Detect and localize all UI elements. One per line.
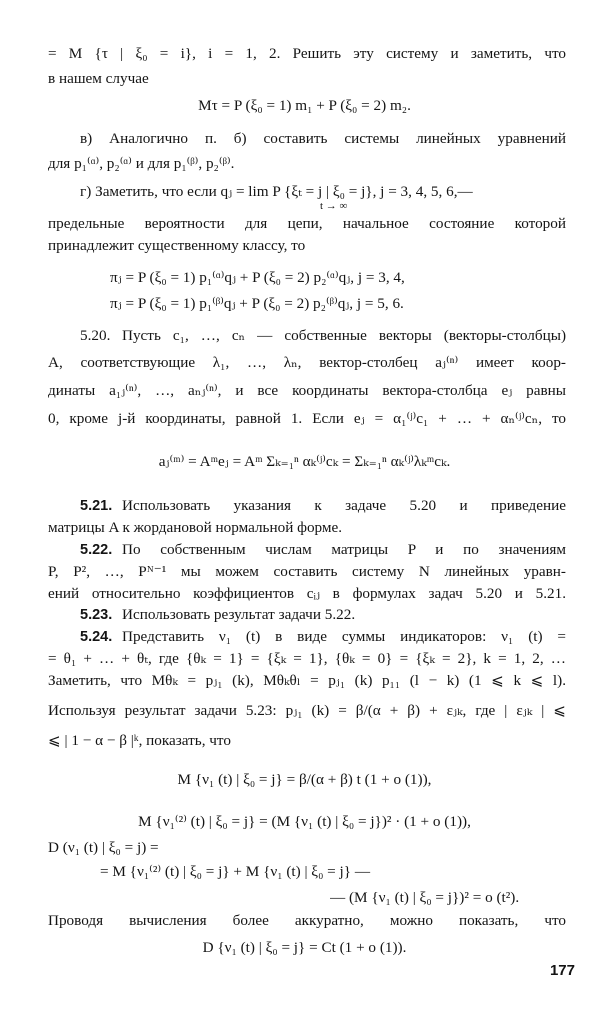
text-line: Используя результат задачи 5.23: pⱼ₁ (k) = β/(α + β) + εⱼₖ, где | εⱼₖ | ⩽ [48, 702, 566, 719]
text-line: для p₁⁽ᵅ⁾, p₂⁽ᵅ⁾ и для p₁⁽ᵝ⁾, p₂⁽ᵝ⁾. [48, 155, 235, 172]
text-line: в) Аналогично п. б) составить системы линейных уравнений [80, 130, 566, 147]
formula-line: M {ν₁⁽²⁾ (t) | ξ₀ = j} = (M {ν₁ (t) | ξ₀ = j})² · (1 + o (1)), [138, 813, 471, 830]
text-line: г) Заметить, что если qⱼ = lim P {ξₜ = j | ξ₀ = j}, j = 3, 4, 5, 6,— [80, 183, 473, 200]
text-line: = θ₁ + … + θₜ, где {θₖ = 1} = {ξₖ = 1}, {θₖ = 0} = {ξₖ = 2}, k = 1, 2, … [48, 650, 566, 667]
problem-number: 5.20. [80, 327, 111, 344]
text-line: ⩽ | 1 − α − β |ᵏ, показать, что [48, 732, 231, 749]
text-line: Заметить, что Mθₖ = pⱼ₁ (k), Mθₖθₗ = pⱼ₁ (k) p₁₁ (l − k) (1 ⩽ k ⩽ l). [48, 672, 566, 689]
text-line: Использовать результат задачи 5.22. [122, 606, 356, 623]
text-line: Пусть c₁, …, cₙ — собственные векторы (векторы-столбцы) [122, 327, 566, 344]
text-line: динаты a₁ⱼ⁽ⁿ⁾, …, aₙⱼ⁽ⁿ⁾, и все координаты вектора-столбца eⱼ равны [48, 382, 566, 399]
text-line: = M {τ | ξ₀ = i}, i = 1, 2. Решить эту систему и заметить, что [48, 45, 566, 62]
problem-number: 5.24. [80, 629, 113, 645]
text-line: ений относительно коэффициентов cᵢⱼ в формулах задач 5.20 и 5.21. [48, 585, 566, 602]
text-line: По собственным числам матрицы P и по значениям [122, 541, 566, 558]
text-line: Представить ν₁ (t) в виде суммы индикаторов: ν₁ (t) = [122, 628, 566, 645]
formula-line: πⱼ = P (ξ₀ = 1) p₁⁽ᵝ⁾qⱼ + P (ξ₀ = 2) p₂⁽ᵝ⁾qⱼ, j = 5, 6. [110, 295, 404, 312]
formula-line: πⱼ = P (ξ₀ = 1) p₁⁽ᵅ⁾qⱼ + P (ξ₀ = 2) p₂⁽ᵅ⁾qⱼ, j = 3, 4, [110, 269, 405, 286]
formula-line: = M {ν₁⁽²⁾ (t) | ξ₀ = j} + M {ν₁ (t) | ξ₀ = j} — [100, 863, 371, 880]
page-number: 177 [549, 962, 575, 979]
limit-subscript: t → ∞ [320, 200, 348, 212]
text-line: Использовать указания к задаче 5.20 и приведение [122, 497, 566, 514]
text-line: принадлежит существенному классу, то [48, 237, 306, 254]
problem-number: 5.23. [80, 607, 113, 623]
text-line: 0, кроме j-й координаты, равной 1. Если eⱼ = α₁⁽ʲ⁾c₁ + … + αₙ⁽ʲ⁾cₙ, то [48, 410, 566, 427]
text-line: A, соответствующие λ₁, …, λₙ, вектор-столбец aⱼ⁽ⁿ⁾ имеет коор- [48, 354, 566, 371]
problem-number: 5.21. [80, 498, 113, 514]
formula-line: aⱼ⁽ᵐ⁾ = Aᵐeⱼ = Aᵐ Σₖ₌₁ⁿ αₖ⁽ʲ⁾cₖ = Σₖ₌₁ⁿ αₖ⁽ʲ⁾λₖᵐcₖ. [158, 453, 451, 470]
formula-line: M {ν₁ (t) | ξ₀ = j} = β/(α + β) t (1 + o (1)), [177, 771, 432, 788]
problem-number: 5.22. [80, 542, 113, 558]
text-line: Проводя вычисления более аккуратно, можно показать, что [48, 912, 566, 929]
text-line: предельные вероятности для цепи, начальное состояние которой [48, 215, 566, 232]
formula-line: D (ν₁ (t) | ξ₀ = j) = [48, 839, 159, 856]
formula-line: Mτ = P (ξ₀ = 1) m₁ + P (ξ₀ = 2) m₂. [198, 97, 411, 114]
text-line: в нашем случае [48, 70, 149, 87]
text-line: P, P², …, Pᴺ⁻¹ мы можем составить систему N линейных уравн- [48, 563, 566, 580]
formula-line: — (M {ν₁ (t) | ξ₀ = j})² = o (t²). [330, 889, 520, 906]
text-line: матрицы A к жордановой нормальной форме. [48, 519, 343, 536]
formula-line: D {ν₁ (t) | ξ₀ = j} = Ct (1 + o (1)). [202, 939, 407, 956]
